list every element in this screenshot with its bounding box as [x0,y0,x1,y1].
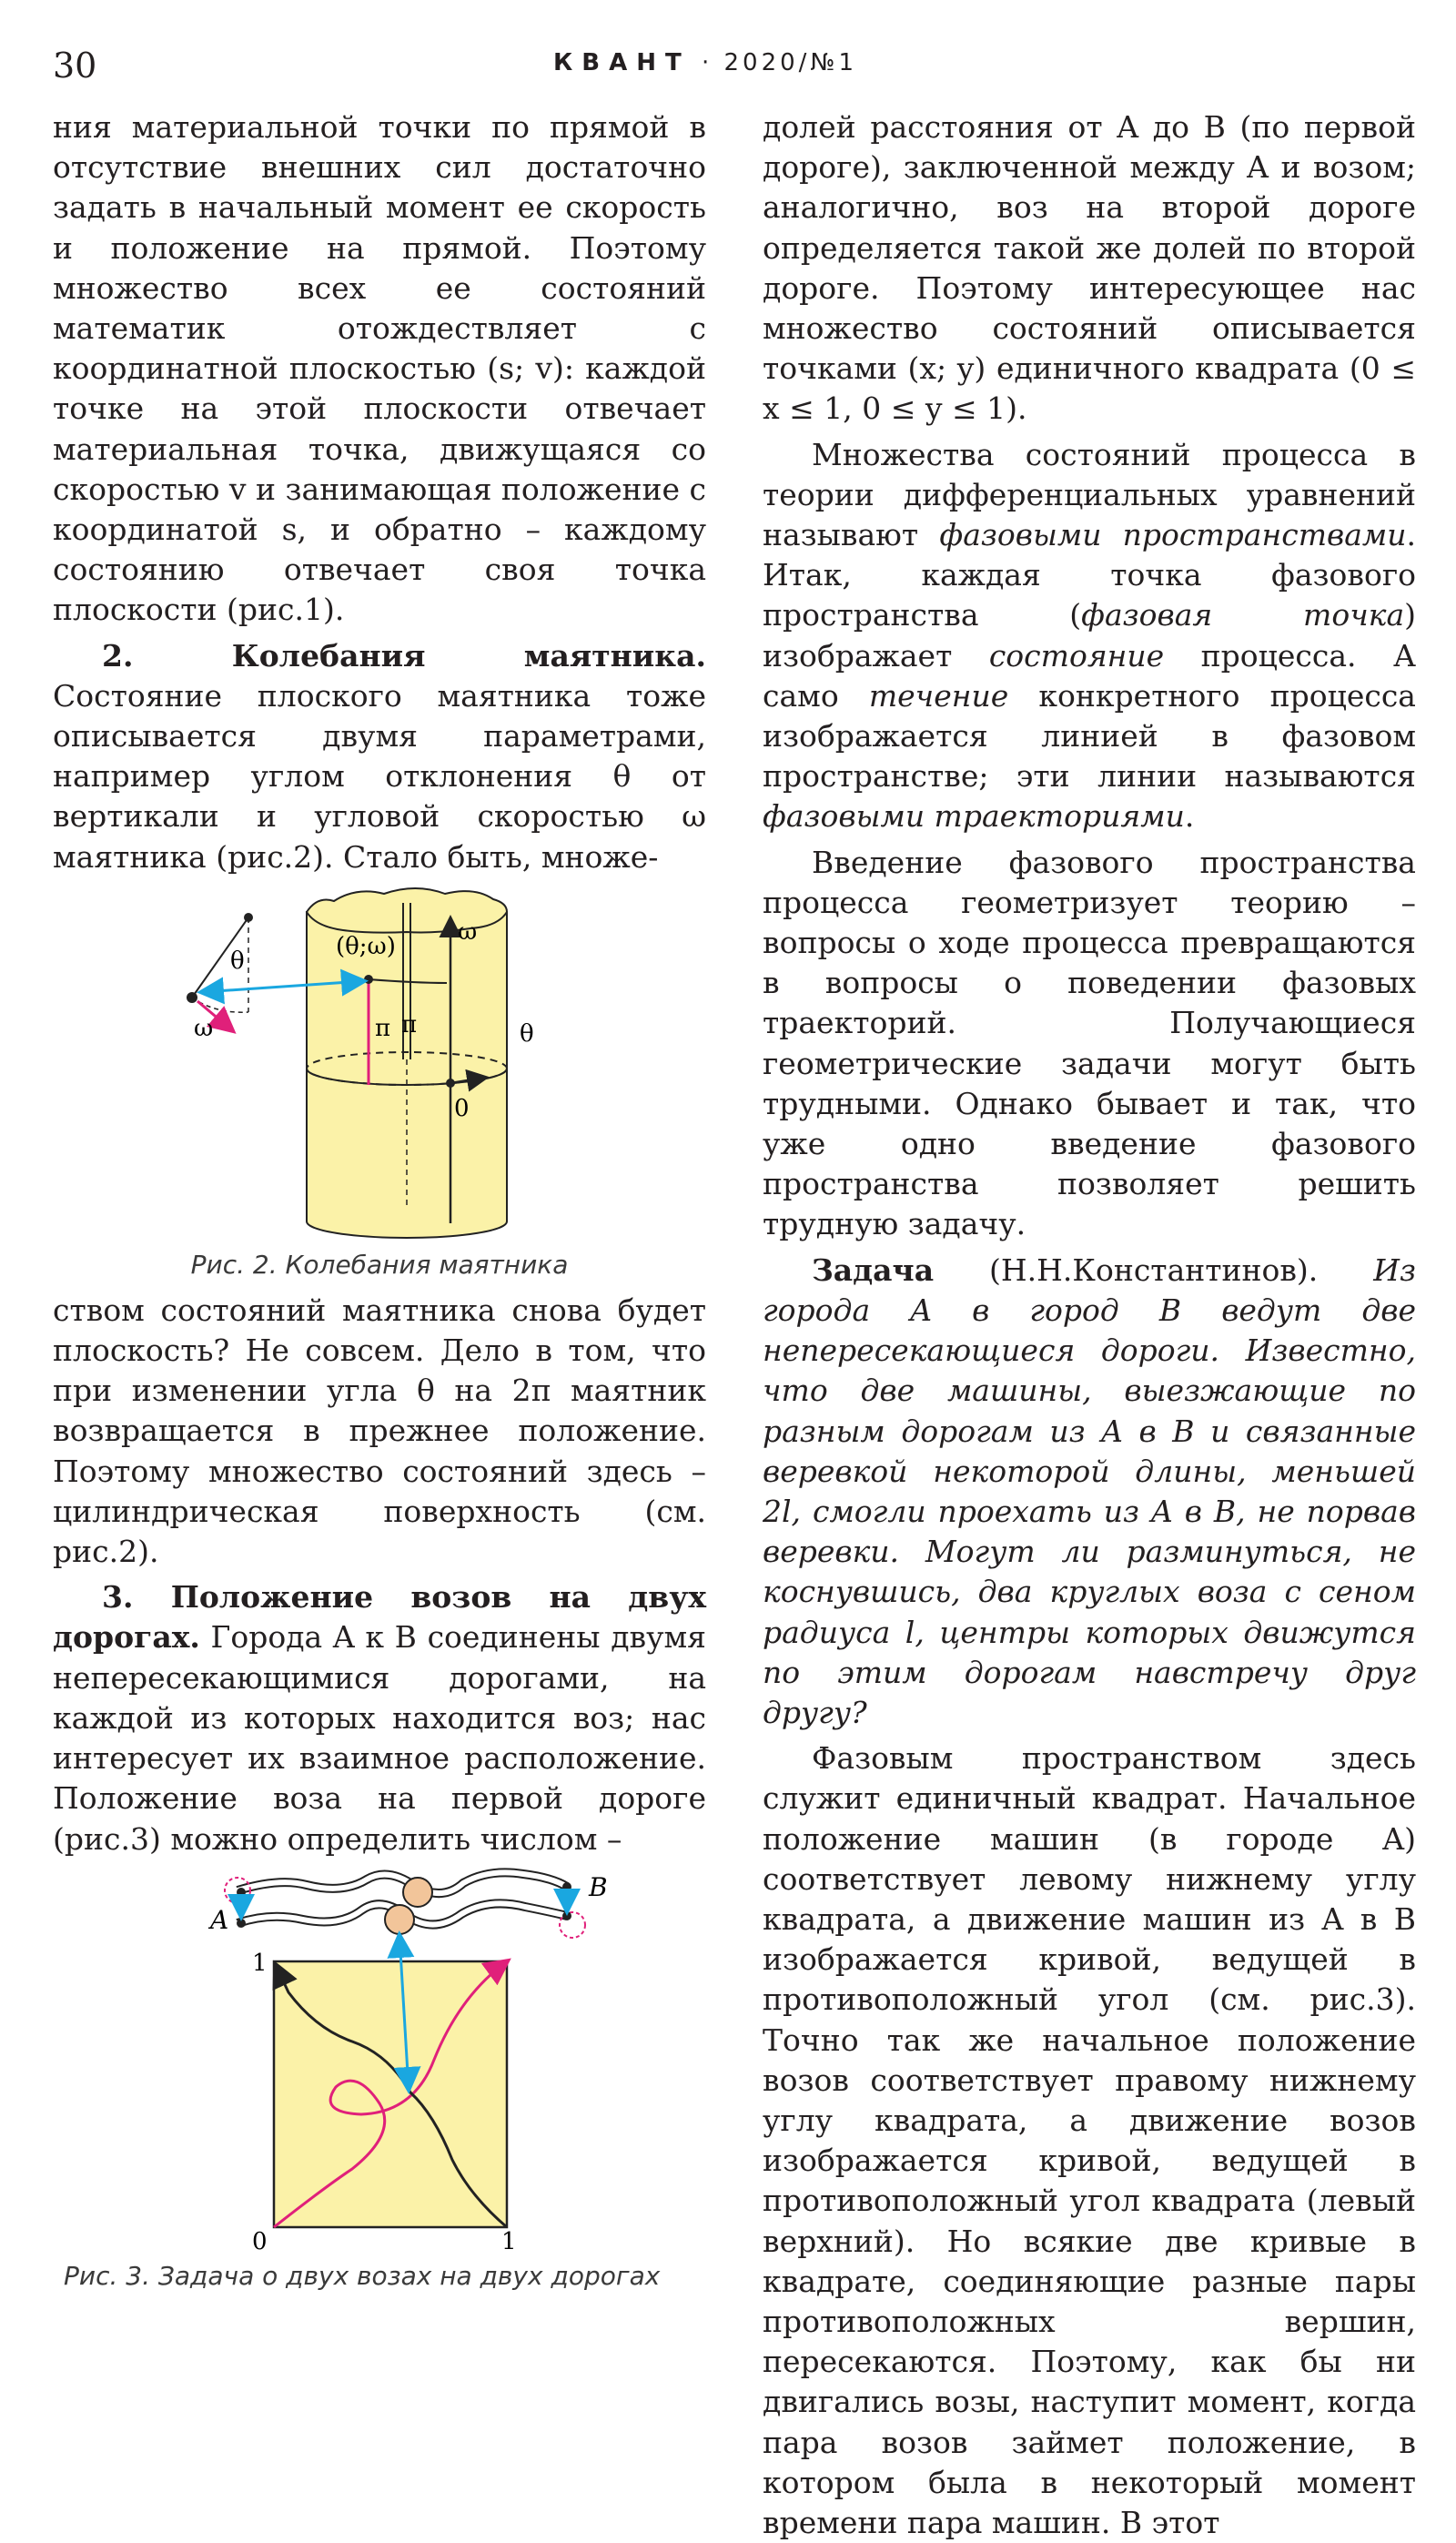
axis-label-zero: 0 [252,2227,268,2253]
theta-axis-label: θ [520,1019,534,1048]
figure-3-caption: Рис. 3. Задача о двух возах на двух дорогах [64,2260,661,2291]
italic-term: фазовая точка [1081,597,1405,633]
origin-point [446,1079,455,1088]
paragraph: Фазовым пространством здесь служит единичный квадрат. Начальное положение машин (в городе A) соответствует левому нижнему углу квадрата, а движение машин из A в B изображается кривой, ведущей в противоположный угол (см. рис.3). Точно так же начальное положение возов соответствует правому нижнему углу квадрата, а движение возов изображается кривой, ведущей в противоположный угол квадрата (левый верхний). Но всякие две кривые в квадрате, соединяющие разные пары противоположных вершин, пересекаются. Поэтому, как бы ни двигались возы, наступит момент, когда пара возов займет положение, в котором была в некоторый момент времени пара машин. В этот [763,1740,1416,2540]
label-b: B [589,1871,608,1902]
paragraph [53,636,706,877]
text-run: . Итак, каждая точка фазового пространства ( [763,517,1416,633]
problem-author: (Н.Н.Константинов). [989,1251,1319,1288]
omega-label: ω [194,1014,214,1042]
header-separator: · [701,49,713,76]
endpoint [562,1882,571,1891]
text-run: конкретного процесса изображается линией в фазовом пространстве; эти линии называются [763,677,1416,795]
running-header [553,49,857,76]
paragraph: ством состояний маятника снова будет плоскость? Не совсем. Дело в том, что при изменении угла θ на 2π маятник возвращается в прежнее положение. Поэтому множество состояний здесь – цилиндрическая поверхность (см. рис.2). [53,1292,706,1570]
zero-label: 0 [454,1094,470,1122]
paragraph [763,435,1416,837]
right-column [763,107,1416,2543]
text-run: . [1184,798,1195,835]
paragraph: ния материальной точки по прямой в отсутствие внешних сил достаточно задать в начальный момент ее скорость и положение на прямой. Поэтому множество всех ее состояний математик отождествляет с координатной плоскостью (s; v): каждой точке на этой плоскости отвечает материальная точка, движущаяся со скоростью v и занимающая положение с координатой s, и обратно – каждому состоянию отвечает своя точка плоскости (рис.1). [53,109,706,628]
point-label: (θ;ω) [336,932,396,960]
pi-label-right: π [401,1010,418,1038]
text-run: Множества состояний процесса в теории дифференциальных уравнений называют [763,436,1416,553]
omega-axis-label: ω [458,917,478,946]
label-a: A [210,1904,229,1935]
paragraph [53,1577,706,1859]
magazine-title: КВАНТ [553,49,691,76]
text-run: ) изображает [763,597,1416,674]
theta-angle-label: θ [230,947,245,975]
paragraph: Введение фазового пространства процесса геометризует теорию – вопросы о ходе процесса превращаются в вопросы о поведении фазовых траекторий. Получающиеся геометрические задачи могут быть трудными. Однако бывает и так, что уже одно введение фазового пространства позволяет решить трудную задачу. [763,844,1416,1242]
section-heading: 2. Колебания маятника. [102,637,706,674]
italic-term: фазовыми пространствами [939,517,1407,553]
unit-square [274,1961,507,2227]
left-column [53,107,706,2302]
phase-point [364,975,373,984]
italic-term: фазовыми траекториями [763,798,1185,835]
figure-2-caption: Рис. 2. Колебания маятника [190,1249,569,1280]
text-run: процесса. А само [763,637,1416,714]
page-number: 30 [53,46,97,86]
pi-label-left: π [375,1014,391,1042]
problem-heading: Задача [812,1251,935,1288]
figure-2-pendulum [125,877,634,1241]
pendulum-bob [187,992,197,1003]
axis-label-y1: 1 [252,1949,268,1977]
axis-label-x1: 1 [501,2227,517,2253]
italic-term: состояние [988,637,1165,674]
cart [403,1878,432,1907]
issue-number: 2020/№1 [723,49,857,76]
endpoint [237,1919,246,1928]
figure-3-two-carts [125,1859,634,2253]
paragraph: долей расстояния от A до B (по первой дороге), заключенной между A и возом; аналогично, воз на второй дороге определяется такой же долей по второй дороге. Поэтому интересующее нас множество состояний описывается точками (x; y) единичного квадрата (0 ≤ x ≤ 1, 0 ≤ y ≤ 1). [763,109,1416,427]
section-heading: 3. Положение возов на двух дорогах. [53,1579,706,1656]
endpoint [562,1911,571,1920]
problem-statement: Из города A в город B ведут две непересекающиеся дороги. Известно, что две машины, выезжающие по разным дорогам из A в B и связанные веревкой некоторой длины, меньшей 2l, смогли проехать из A в B, не порвав веревки. Могут ли разминуться, не коснувшись, два круглых воза с сеном радиуса l, центры которых движутся по этим дорогам навстречу друг другу? [763,1251,1416,1730]
paragraph-text: Состояние плоского маятника тоже описывается двумя параметрами, например углом отклонения θ от вертикали и угловой скоростью ω маятника (рис.2). Стало быть, множе- [53,677,706,875]
cart [385,1905,414,1934]
italic-term: течение [868,677,1009,714]
paragraph [763,1251,1416,1733]
paragraph-text: Города A к B соединены двумя непересекающимися дорогами, на каждой из которых находится воз; нас интересует их взаимное расположение. Положение воза на первой дороге (рис.3) можно определить числом – [53,1619,706,1857]
